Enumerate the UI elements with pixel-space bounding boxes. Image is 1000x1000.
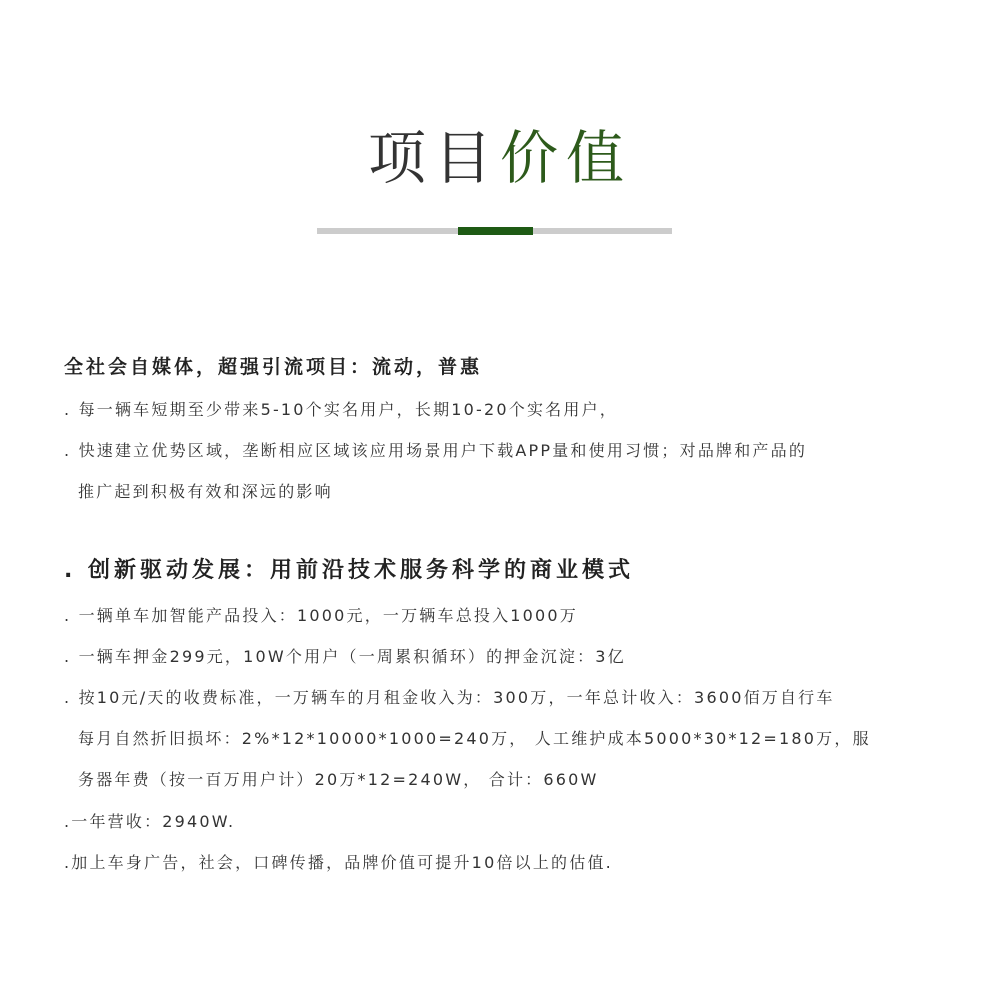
section2-line2: . 一辆车押金299元，10W个用户（一周累积循环）的押金沉淀：3亿 — [64, 647, 626, 666]
section1-line3: 推广起到积极有效和深远的影响 — [78, 482, 333, 501]
section1-line2: . 快速建立优势区域，垄断相应区域该应用场景用户下载APP量和使用习惯；对品牌和产品的 — [64, 441, 808, 460]
title-divider-accent — [458, 227, 533, 235]
section1-line1: . 每一辆车短期至少带来5-10个实名用户，长期10-20个实名用户， — [64, 400, 618, 419]
section2-line5: 务器年费（按一百万用户计）20万*12=240W， 合计：660W — [78, 770, 599, 789]
section2-heading: . 创新驱动发展：用前沿技术服务科学的商业模式 — [64, 558, 635, 583]
section2-line6: .一年营收：2940W. — [64, 812, 236, 831]
page-title-part1: 项目 — [367, 124, 500, 192]
section2-line1: . 一辆单车加智能产品投入：1000元，一万辆车总投入1000万 — [64, 606, 579, 625]
title-divider — [317, 228, 672, 234]
page-title — [0, 118, 1000, 198]
section2-line4: 每月自然折旧损坏：2%*12*10000*1000=240万， 人工维护成本5000*30*12=180万，服 — [78, 729, 871, 748]
section2-line7: .加上车身广告，社会，口碑传播，品牌价值可提升10倍以上的估值. — [64, 853, 613, 872]
page-title-part2: 价值 — [500, 124, 633, 192]
section2-line3: . 按10元/天的收费标准，一万辆车的月租金收入为：300万，一年总计收入：3600佰万自行车 — [64, 688, 835, 707]
section1-heading: 全社会自媒体，超强引流项目：流动，普惠 — [64, 356, 483, 378]
